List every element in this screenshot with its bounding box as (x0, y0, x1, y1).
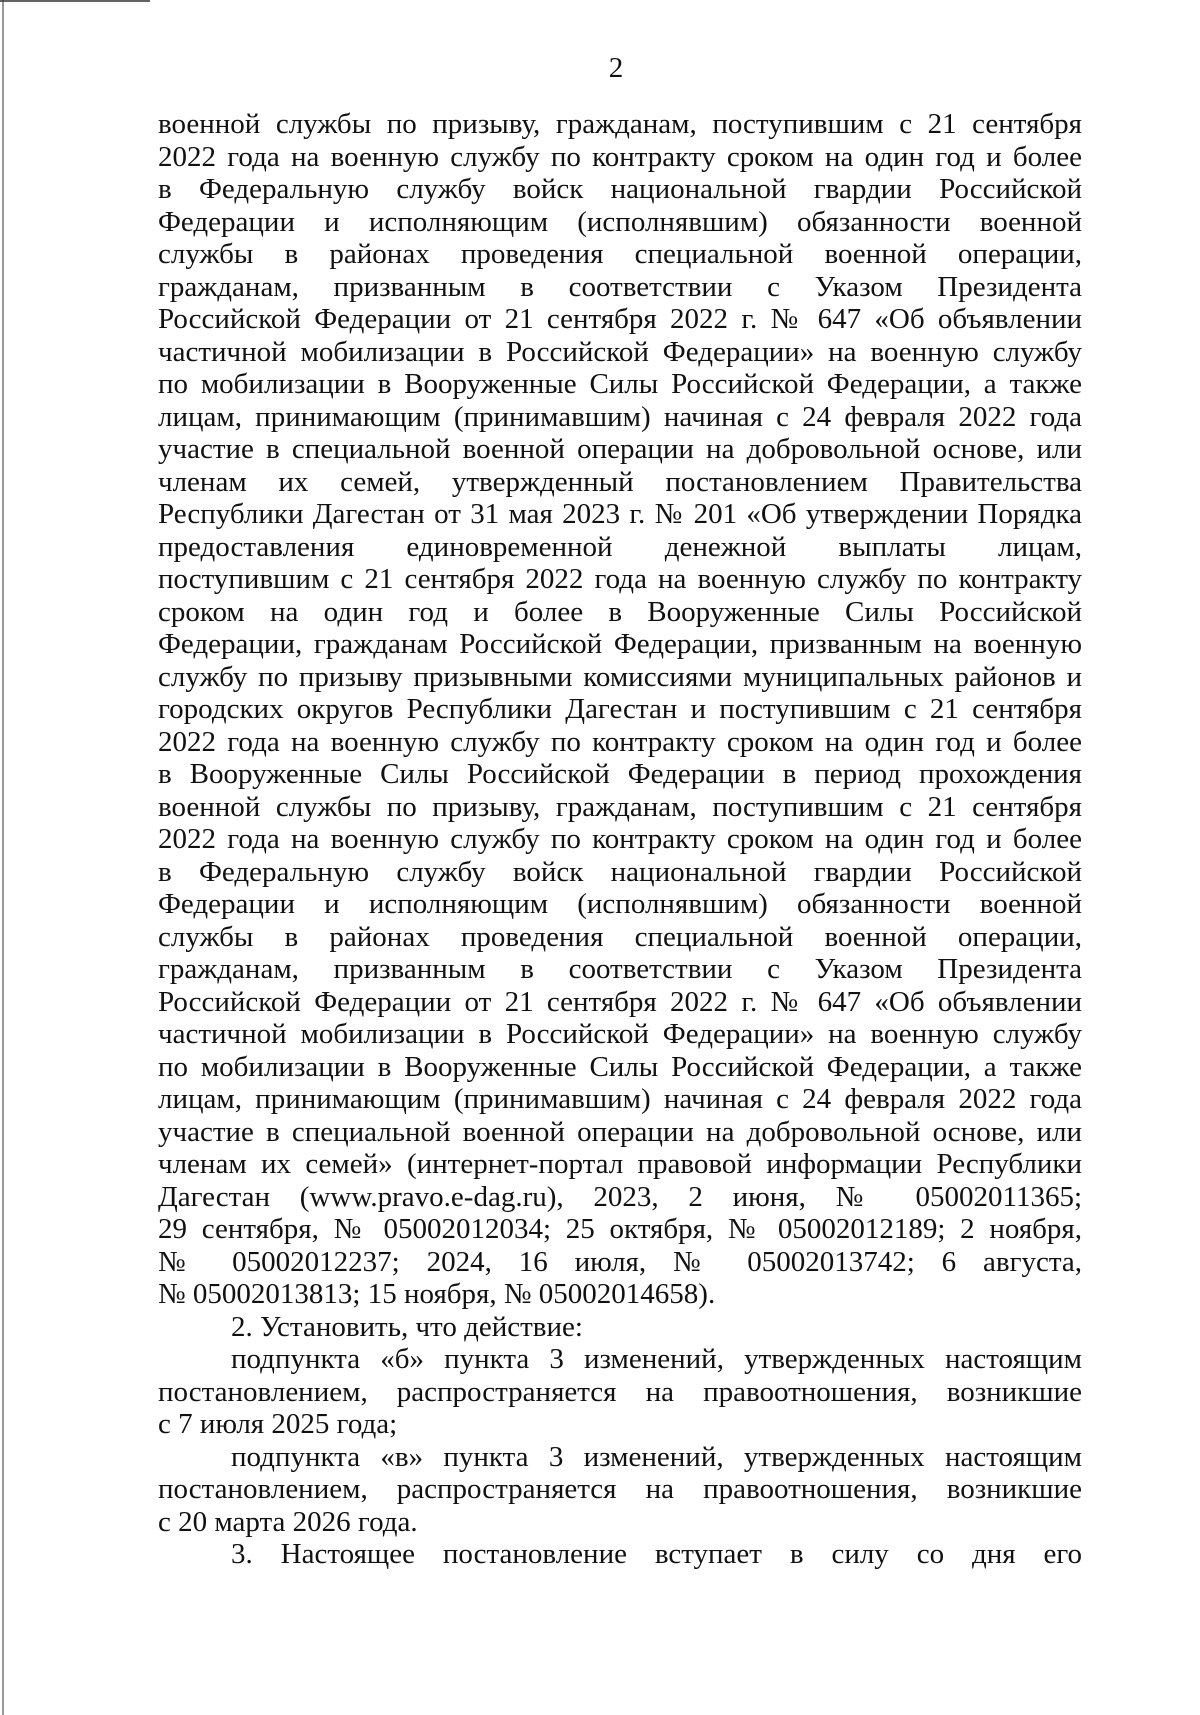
text-line: 2022 года на военную службу по контракту сроком на один год и более (158, 823, 1082, 855)
text-line: 2022 года на военную службу по контракту сроком на один год и более (158, 140, 1082, 173)
text-line: с 20 марта 2026 года. (158, 1505, 418, 1538)
text-line: в Вооруженные Силы Российской Федерации в период прохождения (158, 758, 1082, 790)
text-line: службы в районах проведения специальной военной операции, (158, 920, 1082, 953)
text-line: службы в районах проведения специальной военной операции, (158, 238, 1082, 270)
text-line: 2022 года на военную службу по контракту сроком на один год и более (158, 725, 1082, 758)
text-line: членам их семей, утвержденный постановлением Правительства (158, 465, 1082, 498)
text-line: по мобилизации в Вооруженные Силы Российской Федерации, а также (158, 368, 1082, 400)
text-line: Республики Дагестан от 31 мая 2023 г. № 201 «Об утверждении Порядка (158, 498, 1082, 530)
text-line: лицам, принимающим (принимавшим) начиная с 24 февраля 2022 года (158, 400, 1082, 433)
text-line: поступившим с 21 сентября 2022 года на военную службу по контракту (158, 563, 1082, 595)
text-line: Федерации и исполняющим (исполнявшим) обязанности военной (158, 888, 1082, 920)
text-line: по мобилизации в Вооруженные Силы Российской Федерации, а также (158, 1050, 1082, 1083)
document-body (158, 108, 1082, 1571)
text-line: 29 сентября, № 05002012034; 25 октября, № 05002012189; 2 ноября, (158, 1213, 1082, 1245)
text-line: сроком на один год и более в Вооруженные Силы Российской (158, 595, 1082, 628)
text-line: предоставления единовременной денежной выплаты лицам, (158, 530, 1082, 563)
page-number: 2 (608, 52, 624, 84)
text-line: № 05002013813; 15 ноября, № 05002014658). (158, 1278, 716, 1310)
text-line: подпункта «б» пункта 3 изменений, утвержденных настоящим (231, 1343, 1082, 1375)
text-line: лицам, принимающим (принимавшим) начиная с 24 февраля 2022 года (158, 1083, 1082, 1115)
text-line: службу по призыву призывными комиссиями муниципальных районов и (158, 660, 1082, 693)
text-line: участие в специальной военной операции на добровольной основе, или (158, 433, 1082, 465)
text-line: частичной мобилизации в Российской Федерации» на военную службу (158, 335, 1082, 368)
scan-edge-left (2, 0, 4, 1715)
text-line: Российской Федерации от 21 сентября 2022 г. № 647 «Об объявлении (158, 985, 1082, 1018)
text-line: Дагестан (www.pravo.e-dag.ru), 2023, 2 июня, № 05002011365; (158, 1180, 1082, 1213)
text-line: 2. Установить, что действие: (231, 1310, 583, 1343)
text-line: участие в специальной военной операции на добровольной основе, или (158, 1115, 1082, 1148)
text-line: № 05002012237; 2024, 16 июля, № 05002013742; 6 августа, (158, 1245, 1082, 1278)
text-line: гражданам, призванным в соответствии с Указом Президента (158, 953, 1082, 985)
text-line: членам их семей» (интернет-портал правовой информации Республики (158, 1148, 1082, 1180)
text-line: частичной мобилизации в Российской Федерации» на военную службу (158, 1018, 1082, 1050)
text-line: в Федеральную службу войск национальной гвардии Российской (158, 855, 1082, 888)
text-line: постановлением, распространяется на правоотношения, возникшие (158, 1375, 1082, 1408)
text-line: с 7 июля 2025 года; (158, 1408, 398, 1440)
text-line: военной службы по призыву, гражданам, поступившим с 21 сентября (158, 790, 1082, 823)
text-line: гражданам, призванным в соответствии с Указом Президента (158, 270, 1082, 303)
text-line: военной службы по призыву, гражданам, поступившим с 21 сентября (158, 108, 1082, 140)
text-line: 3. Настоящее постановление вступает в силу со дня его (231, 1538, 1082, 1570)
text-line: городских округов Республики Дагестан и поступившим с 21 сентября (158, 693, 1082, 725)
text-line: в Федеральную службу войск национальной гвардии Российской (158, 173, 1082, 205)
text-line: Федерации, гражданам Российской Федерации, призванным на военную (158, 628, 1082, 660)
scan-edge-top (0, 0, 150, 2)
text-line: подпункта «в» пункта 3 изменений, утвержденных настоящим (231, 1440, 1082, 1473)
text-line: Российской Федерации от 21 сентября 2022 г. № 647 «Об объявлении (158, 303, 1082, 335)
text-line: Федерации и исполняющим (исполнявшим) обязанности военной (158, 205, 1082, 238)
text-line: постановлением, распространяется на правоотношения, возникшие (158, 1473, 1082, 1505)
